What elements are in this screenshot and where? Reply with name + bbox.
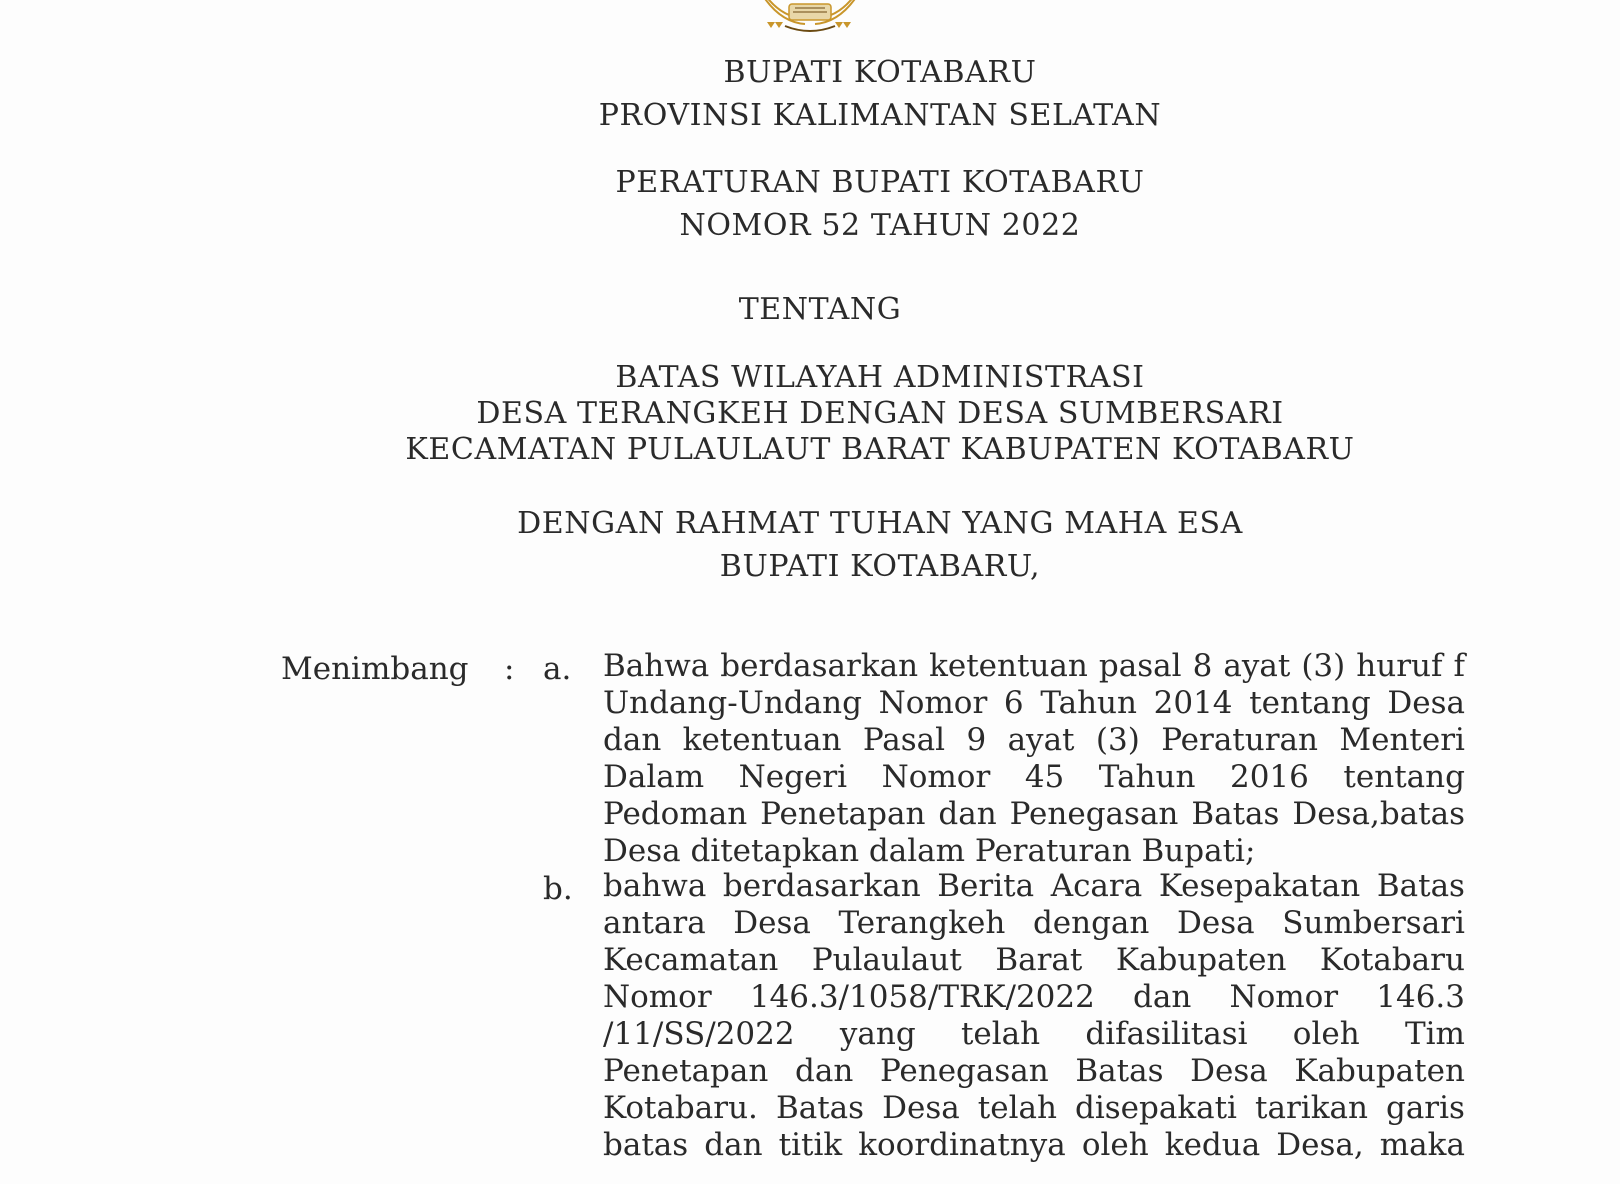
word: Terangkeh: [838, 905, 1006, 941]
word: f: [1453, 648, 1465, 684]
header-line-1: BUPATI KOTABARU: [723, 55, 1037, 90]
word: Acara: [1050, 868, 1143, 904]
word: Kotabaru.: [603, 1090, 758, 1126]
item-b-line: [603, 868, 1465, 905]
item-a-line: [603, 648, 1465, 685]
item-b-line: [603, 942, 1465, 979]
word: Bahwa: [603, 648, 710, 684]
word: Kotabaru: [1319, 942, 1465, 978]
word: huruf: [1356, 648, 1443, 684]
word: Desa: [1387, 685, 1465, 721]
menimbang-label: Menimbang: [281, 651, 469, 687]
word: koordinatnya: [858, 1127, 1066, 1163]
word: ketentuan: [929, 648, 1088, 684]
word: Penetapan: [603, 1053, 769, 1089]
item-b-line: [603, 905, 1465, 942]
item-letter-b: b.: [543, 871, 573, 907]
word: ditetapkan: [690, 833, 869, 869]
word: Batas: [1075, 1053, 1164, 1089]
item-letter-a: a.: [543, 651, 572, 687]
word: (3): [1095, 722, 1140, 758]
word: Undang-Undang: [603, 685, 862, 721]
word: 146.3: [1376, 979, 1465, 1015]
item-b-line: [603, 1127, 1465, 1164]
regulation-number: NOMOR 52 TAHUN 2022: [679, 208, 1081, 243]
menimbang-colon: :: [504, 651, 515, 687]
word: /11/SS/2022: [603, 1016, 795, 1052]
item-a-line: [603, 833, 1465, 870]
word: Batas: [1376, 868, 1465, 904]
word: 8: [1192, 648, 1213, 684]
word: dan: [938, 796, 997, 832]
word: ayat: [1007, 722, 1075, 758]
word: dalam: [868, 833, 975, 869]
word: 2016: [1229, 759, 1309, 795]
item-a-text: [603, 648, 1465, 870]
word: tentang: [1249, 685, 1371, 721]
item-a-line: [603, 759, 1465, 796]
header-line-2: PROVINSI KALIMANTAN SELATAN: [598, 98, 1162, 133]
word: Desa,: [1276, 1127, 1364, 1163]
word: antara: [603, 905, 706, 941]
garuda-emblem-icon: [745, 0, 875, 36]
word: ayat: [1223, 648, 1291, 684]
word: berdasarkan: [720, 648, 919, 684]
word: pasal: [1098, 648, 1182, 684]
word: Pulaulaut: [811, 942, 962, 978]
word: Menteri: [1339, 722, 1465, 758]
word: Nomor: [881, 759, 991, 795]
word: Penetapan: [760, 796, 926, 832]
word: Desa: [603, 833, 691, 869]
word: Kabupaten: [1294, 1053, 1465, 1089]
word: bahwa: [603, 868, 707, 904]
item-b-line: [603, 1053, 1465, 1090]
word: Kesepakatan: [1158, 868, 1361, 904]
word: Desa: [1177, 905, 1255, 941]
word: titik: [778, 1127, 843, 1163]
item-b-line: [603, 979, 1465, 1016]
word: yang: [839, 1016, 916, 1052]
word: Bupati;: [1141, 833, 1256, 869]
word: 2014: [1153, 685, 1233, 721]
item-a-line: [603, 796, 1465, 833]
word: 45: [1024, 759, 1065, 795]
word: Batas: [1191, 796, 1280, 832]
word: berdasarkan: [722, 868, 921, 904]
word: batas: [603, 1127, 689, 1163]
word: Negeri: [738, 759, 848, 795]
word: Dalam: [603, 759, 705, 795]
preamble-line-1: DENGAN RAHMAT TUHAN YANG MAHA ESA: [517, 506, 1243, 541]
word: 146.3/1058/TRK/2022: [749, 979, 1095, 1015]
word: Nomor: [603, 979, 712, 1015]
word: Desa: [733, 905, 811, 941]
word: Nomor: [878, 685, 988, 721]
word: Kabupaten: [1115, 942, 1287, 978]
regulation-about: TENTANG: [738, 292, 902, 327]
word: oleh: [1081, 1127, 1149, 1163]
word: Sumbersari: [1282, 905, 1465, 941]
word: dengan: [1032, 905, 1150, 941]
subject-line-2: DESA TERANGKEH DENGAN DESA SUMBERSARI: [476, 396, 1284, 431]
word: Penegasan: [1009, 796, 1179, 832]
subject-line-1: BATAS WILAYAH ADMINISTRASI: [615, 360, 1145, 395]
word: Barat: [995, 942, 1083, 978]
word: Peraturan: [1161, 722, 1318, 758]
word: 9: [966, 722, 987, 758]
word: dan: [1133, 979, 1192, 1015]
word: 6: [1003, 685, 1024, 721]
word: Tahun: [1040, 685, 1137, 721]
word: Tim: [1404, 1016, 1465, 1052]
word: Nomor: [1229, 979, 1339, 1015]
word: kedua: [1164, 1127, 1261, 1163]
word: ketentuan: [682, 722, 842, 758]
word: tentang: [1343, 759, 1465, 795]
regulation-title: PERATURAN BUPATI KOTABARU: [615, 165, 1145, 200]
word: Batas: [775, 1090, 865, 1126]
word: difasilitasi: [1085, 1016, 1248, 1052]
word: dan: [795, 1053, 854, 1089]
word: oleh: [1292, 1016, 1360, 1052]
word: Desa,batas: [1292, 796, 1465, 832]
preamble-line-2: BUPATI KOTABARU,: [719, 549, 1041, 584]
item-a-line: [603, 685, 1465, 722]
word: Pedoman: [603, 796, 748, 832]
word: Berita: [937, 868, 1035, 904]
word: Penegasan: [879, 1053, 1049, 1089]
word: Pasal: [862, 722, 946, 758]
word: Desa: [1190, 1053, 1268, 1089]
item-b-text: [603, 868, 1465, 1164]
word: disepakati: [1074, 1090, 1237, 1126]
item-a-line: [603, 722, 1465, 759]
word: dan: [704, 1127, 763, 1163]
word: maka: [1379, 1127, 1465, 1163]
subject-line-3: KECAMATAN PULAULAUT BARAT KABUPATEN KOTABARU: [405, 432, 1355, 467]
word: (3): [1301, 648, 1346, 684]
word: Kecamatan: [603, 942, 779, 978]
word: telah: [977, 1090, 1057, 1126]
word: garis: [1385, 1090, 1465, 1126]
word: tarikan: [1255, 1090, 1368, 1126]
word: Tahun: [1098, 759, 1196, 795]
word: telah: [960, 1016, 1041, 1052]
word: Desa: [882, 1090, 960, 1126]
item-b-line: [603, 1090, 1465, 1127]
word: dan: [603, 722, 662, 758]
word: Peraturan: [974, 833, 1142, 869]
item-b-line: [603, 1016, 1465, 1053]
